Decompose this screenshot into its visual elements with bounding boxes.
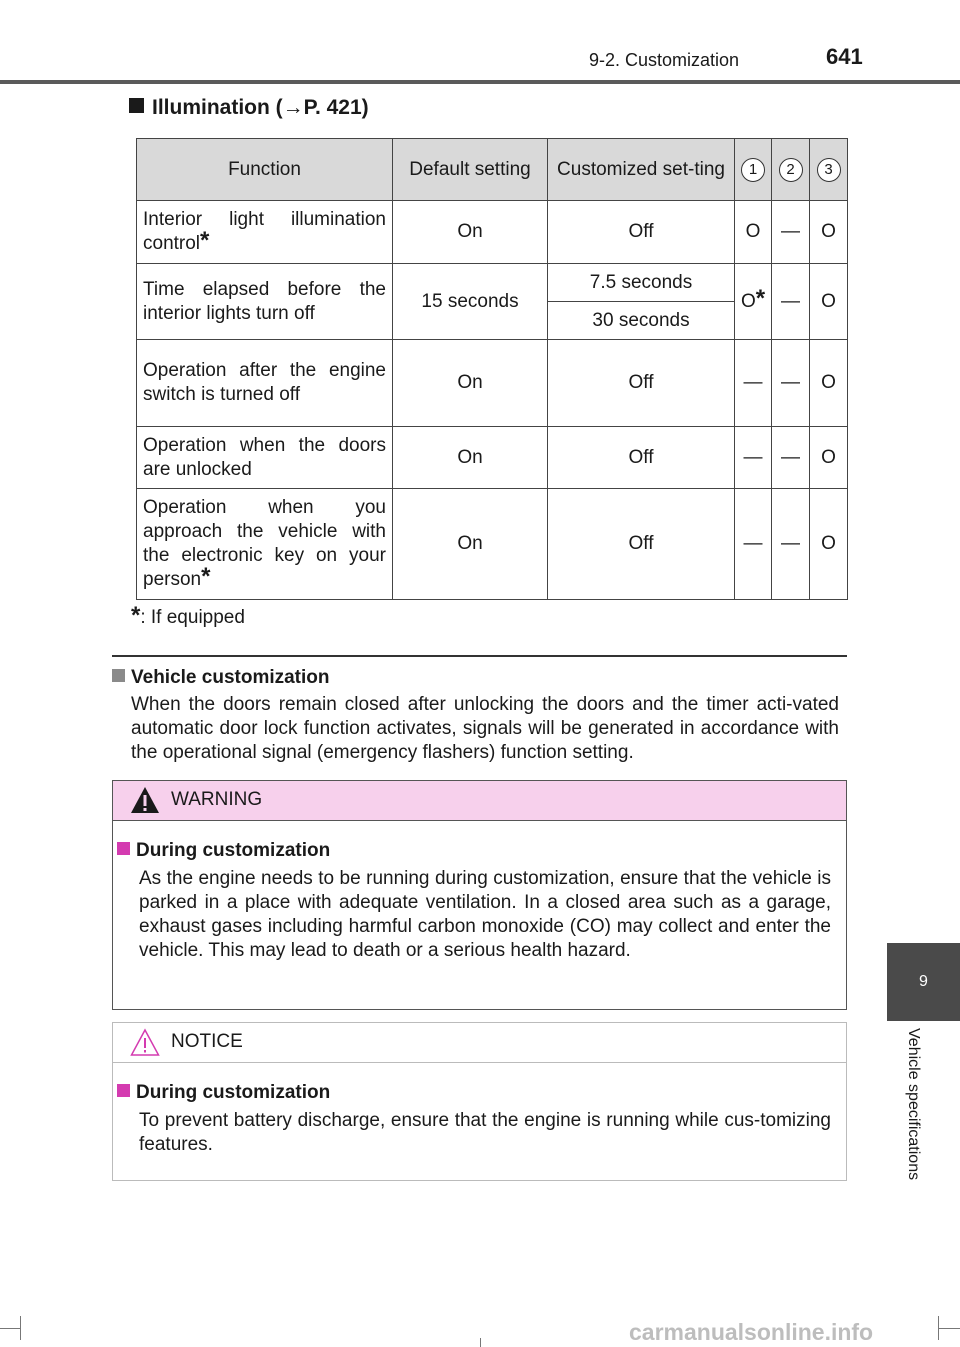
row-c1: — (735, 340, 772, 427)
row-c1: — (735, 427, 772, 489)
crop-mark (938, 1316, 939, 1340)
square-bullet-icon (117, 1084, 130, 1097)
header-col-3 (810, 139, 848, 201)
row-default: On (393, 201, 548, 264)
table-row (137, 201, 848, 264)
row-function: Operation when the doors are unlocked (137, 427, 393, 489)
chapter-tab-number: 9 (919, 973, 928, 990)
footnote (131, 602, 245, 629)
warning-triangle-icon (130, 786, 160, 814)
row-function: Operation after the engine switch is turned off (137, 340, 393, 427)
notice-body: To prevent battery discharge, ensure that the engine is running while cus-tomizing features. (139, 1110, 831, 1155)
page-number: 641 (826, 44, 863, 69)
row-c2: — (772, 427, 810, 489)
header-col-2 (772, 139, 810, 201)
footnote-text: : If equipped (140, 607, 245, 628)
arrow-right-icon: → (282, 96, 304, 119)
crop-mark (938, 1328, 960, 1329)
row-default: On (393, 340, 548, 427)
vehicle-customization-body: When the doors remain closed after unlocking the doors and the timer acti-vated automatic door lock function activates, signals will be generated in accordance with the operational signal (emergency flashers) function setting. (131, 694, 839, 763)
row-function: Operation when you approach the vehicle with the electronic key on your person* (137, 489, 393, 600)
chapter-tab (887, 943, 960, 1021)
circled-number-3: 3 (817, 158, 841, 182)
asterisk-mark: * (755, 284, 766, 312)
header-customized-setting: Customized set-ting (548, 139, 735, 201)
row-default: 15 seconds (393, 264, 548, 340)
row-c2: — (772, 489, 810, 600)
square-bullet-icon (129, 98, 144, 113)
row-c3: O (810, 340, 848, 427)
section-title-text: Illumination ( (152, 96, 283, 119)
asterisk-mark: * (131, 602, 141, 629)
circled-number-1: 1 (741, 158, 765, 182)
divider (112, 655, 847, 657)
crop-mark (20, 1316, 21, 1340)
row-custom: Off (548, 427, 735, 489)
header-section-title: 9-2. Customization (589, 50, 740, 70)
section-page-ref: P. 421) (303, 96, 369, 119)
header-function: Function (137, 139, 393, 201)
row-custom: Off (548, 201, 735, 264)
row-c1: O (735, 201, 772, 264)
crop-mark (0, 1328, 20, 1329)
notice-bar (113, 1023, 846, 1063)
header-col-1 (735, 139, 772, 201)
row-c1: — (735, 489, 772, 600)
row-default: On (393, 427, 548, 489)
row-function: Interior light illumination control* (137, 201, 393, 264)
asterisk-mark: * (201, 563, 211, 590)
warning-body: As the engine needs to be running during customization, ensure that the vehicle is parked in a place with adequate ventilation. In a closed area such as a garage, exhaust gases including harmful carbon monoxide (CO) may collect and enter the vehicle. This may lead to death or a serious health hazard. (139, 868, 831, 961)
section-title (129, 96, 369, 120)
square-bullet-icon (112, 669, 125, 682)
table-row (137, 340, 848, 427)
row-c3: O (810, 427, 848, 489)
row-default: On (393, 489, 548, 600)
row-c3: O (810, 264, 848, 340)
row-custom-option-a: 7.5 seconds (548, 264, 735, 302)
notice-box (112, 1022, 847, 1181)
row-custom-option-b: 30 seconds (548, 302, 735, 340)
row-c3: O (810, 489, 848, 600)
warning-heading: During customization (117, 840, 330, 862)
warning-label: WARNING (171, 789, 263, 810)
illumination-settings-table (136, 138, 848, 600)
row-c1: O* (735, 264, 772, 340)
row-c3: O (810, 201, 848, 264)
row-c2: — (772, 264, 810, 340)
row-custom: Off (548, 340, 735, 427)
chapter-tab-label: Vehicle specifications (905, 1028, 922, 1181)
crop-mark (480, 1338, 481, 1347)
row-custom: Off (548, 489, 735, 600)
watermark: carmanualsonline.info (629, 1319, 874, 1345)
notice-label: NOTICE (171, 1031, 243, 1052)
square-bullet-icon (117, 842, 130, 855)
header-default-setting: Default setting (393, 139, 548, 201)
table-row (137, 427, 848, 489)
asterisk-mark: * (200, 227, 210, 254)
circled-number-2: 2 (779, 158, 803, 182)
table-row (137, 264, 848, 302)
row-c2: — (772, 340, 810, 427)
table-header-row (137, 139, 848, 201)
row-function: Time elapsed before the interior lights turn off (137, 264, 393, 340)
header-rule (0, 80, 960, 84)
vehicle-customization-heading: Vehicle customization (112, 667, 330, 689)
table-row (137, 489, 848, 600)
row-c2: — (772, 201, 810, 264)
warning-box (112, 780, 847, 1010)
notice-heading: During customization (117, 1082, 330, 1104)
caution-triangle-icon (130, 1028, 160, 1056)
warning-bar (113, 781, 846, 821)
